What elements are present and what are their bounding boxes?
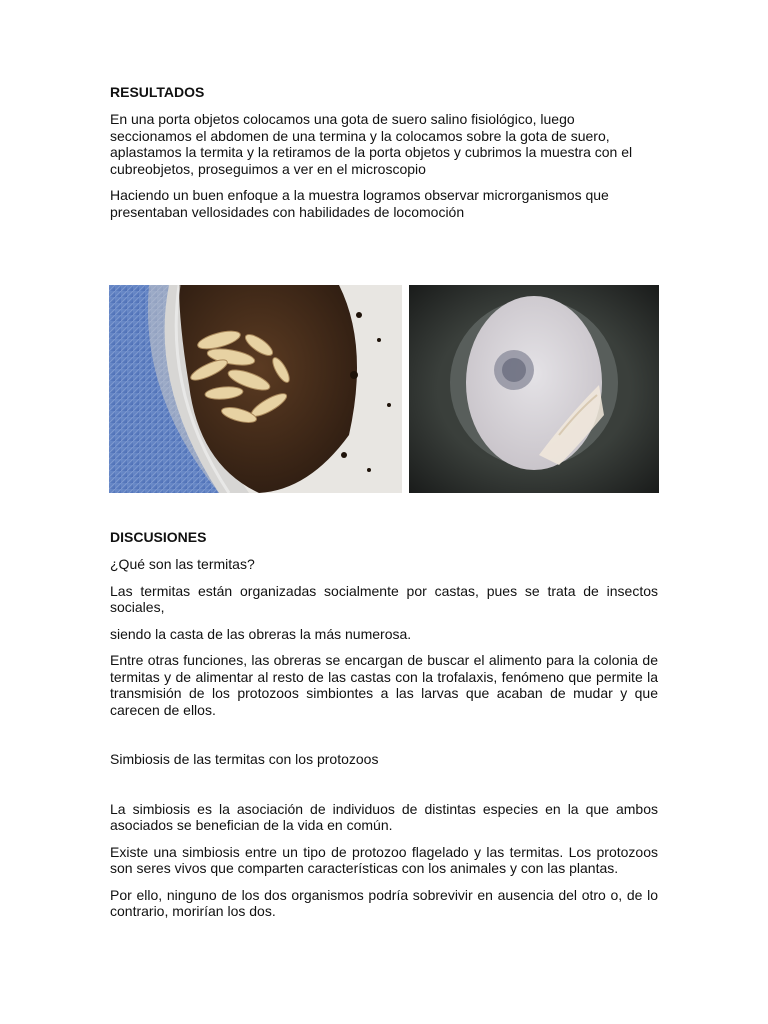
results-paragraph-1: En una porta objetos colocamos una gota de suero salino fisiológico, luego seccionamos el abdomen de una termina y la colocamos sobre la gota de suero, aplastamos la termita y la retiramos de la porta objetos y cubrimos la muestra con el cubreobjetos, proseguimos a ver en el microscopio xyxy=(110,111,633,177)
discussions-paragraph-1: Las termitas están organizadas socialmente por castas, pues se trata de insectos sociales, xyxy=(110,582,658,615)
symbiosis-subheading: Simbiosis de las termitas con los protozoos xyxy=(110,751,379,767)
discussions-paragraph-3: Entre otras funciones, las obreras se encargan de buscar el alimento para la colonia de termitas y de alimentar al resto de las castas con la trofalaxis, fenómeno que permite la transmisión de los protozoos simbiontes a las larvas que acaban de mudar y que carecen de ellos. xyxy=(110,652,658,718)
results-heading: RESULTADOS xyxy=(110,84,205,100)
termites-container-photo xyxy=(109,285,402,493)
discussions-paragraph-6: Por ello, ninguno de los dos organismos podría sobrevivir en ausencia del otro o, de lo contrario, morirían los dos. xyxy=(110,886,658,919)
results-paragraph-2: Haciendo un buen enfoque a la muestra logramos observar microrganismos que presentaban vellosidades con habilidades de locomoción xyxy=(110,187,609,220)
discussions-paragraph-4: La simbiosis es la asociación de individuos de distintas especies en la que ambos asociados se benefician de la vida en común. xyxy=(110,800,658,833)
discussions-question: ¿Qué son las termitas? xyxy=(110,556,255,572)
discussions-paragraph-2: siendo la casta de las obreras la más numerosa. xyxy=(110,625,412,642)
discussions-heading: DISCUSIONES xyxy=(110,529,207,545)
microscope-view-photo xyxy=(409,285,659,493)
photo-row xyxy=(110,285,658,495)
discussions-paragraph-5: Existe una simbiosis entre un tipo de protozoo flagelado y las termitas. Los protozoos son seres vivos que comparten características con los animales y con las plantas. xyxy=(110,843,658,876)
document-content xyxy=(110,84,658,930)
